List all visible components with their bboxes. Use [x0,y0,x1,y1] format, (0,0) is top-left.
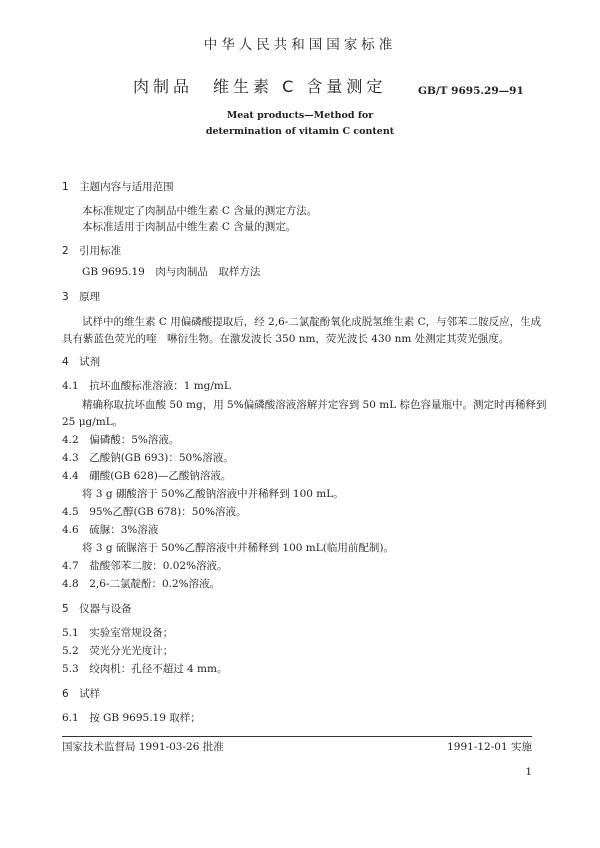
list-item: 4.1 抗坏血酸标准溶液：1 mg/mL [62,380,231,392]
reference-item: GB 9695.19 肉与肉制品 取样方法 [82,266,261,278]
list-item: 4.4 硼酸(GB 628)—乙酸钠溶液。 [62,470,232,482]
list-item: 4.3 乙酸钠(GB 693)：50%溶液。 [62,452,234,464]
effective-date: 1991-12-01 实施 [447,741,532,753]
list-item: 4.6 硫脲：3%溶液 [62,524,159,536]
list-item: 4.5 95%乙醇(GB 678)：50%溶液。 [62,506,247,518]
standard-code: GB/T 9695.29—91 [418,85,524,97]
list-item: 5.2 荧光分光光度计； [62,645,174,657]
footer-rule [62,736,532,737]
english-title-line-2: determination of vitamin C content [205,126,395,137]
list-item: 4.8 2,6-二氯靛酚：0.2%溶液。 [62,578,221,590]
paragraph: 25 μg/mL。 [62,416,124,428]
list-item: 5.1 实验室常规设备； [62,627,174,639]
section-5-heading: 5 仪器与设备 [62,603,132,615]
paragraph: 本标准适用于肉制品中维生素 C 含量的测定。 [82,221,297,233]
paragraph: 本标准规定了肉制品中维生素 C 含量的测定方法。 [82,205,318,217]
section-1-heading: 1 主题内容与适用范围 [62,181,174,193]
section-6-heading: 6 试样 [62,688,101,700]
paragraph: 具有紫蓝色荧光的喹 啉衍生物。在激发波长 350 nm，荧光波长 430 nm 处测定其荧光强度。 [62,333,510,345]
paragraph: 试样中的维生素 C 用偏磷酸提取后，经 2,6-二氯靛酚氧化成脱氢维生素 C，与邻苯二胺反应，生成 [82,316,542,328]
page-number: 1 [525,766,532,778]
section-2-heading: 2 引用标准 [62,245,122,257]
list-item: 4.2 偏磷酸：5%溶液。 [62,434,180,446]
paragraph: 精确称取抗坏血酸 50 mg，用 5%偏磷酸溶液溶解并定容到 50 mL 棕色容量瓶中。测定时再稀释到 [82,399,547,411]
list-item: 4.7 盐酸邻苯二胺：0.02%溶液。 [62,560,228,572]
paragraph: 将 3 g 硼酸溶于 50%乙酸钠溶液中并稀释到 100 mL。 [82,488,344,500]
document-title: 肉制品 维生素 C 含量测定 [133,77,387,96]
list-item: 5.3 绞肉机：孔径不超过 4 mm。 [62,663,228,675]
standard-header: 中华人民共和国国家标准 [203,37,397,53]
paragraph: 将 3 g 硫脲溶于 50%乙醇溶液中并稀释到 100 mL(临用前配制)。 [82,542,394,554]
section-3-heading: 3 原理 [62,291,101,303]
approval-date: 国家技术监督局 1991-03-26 批准 [62,741,224,753]
section-4-heading: 4 试剂 [62,356,101,368]
english-title-line-1: Meat products—Method for [226,110,374,121]
list-item: 6.1 按 GB 9695.19 取样； [62,712,201,724]
